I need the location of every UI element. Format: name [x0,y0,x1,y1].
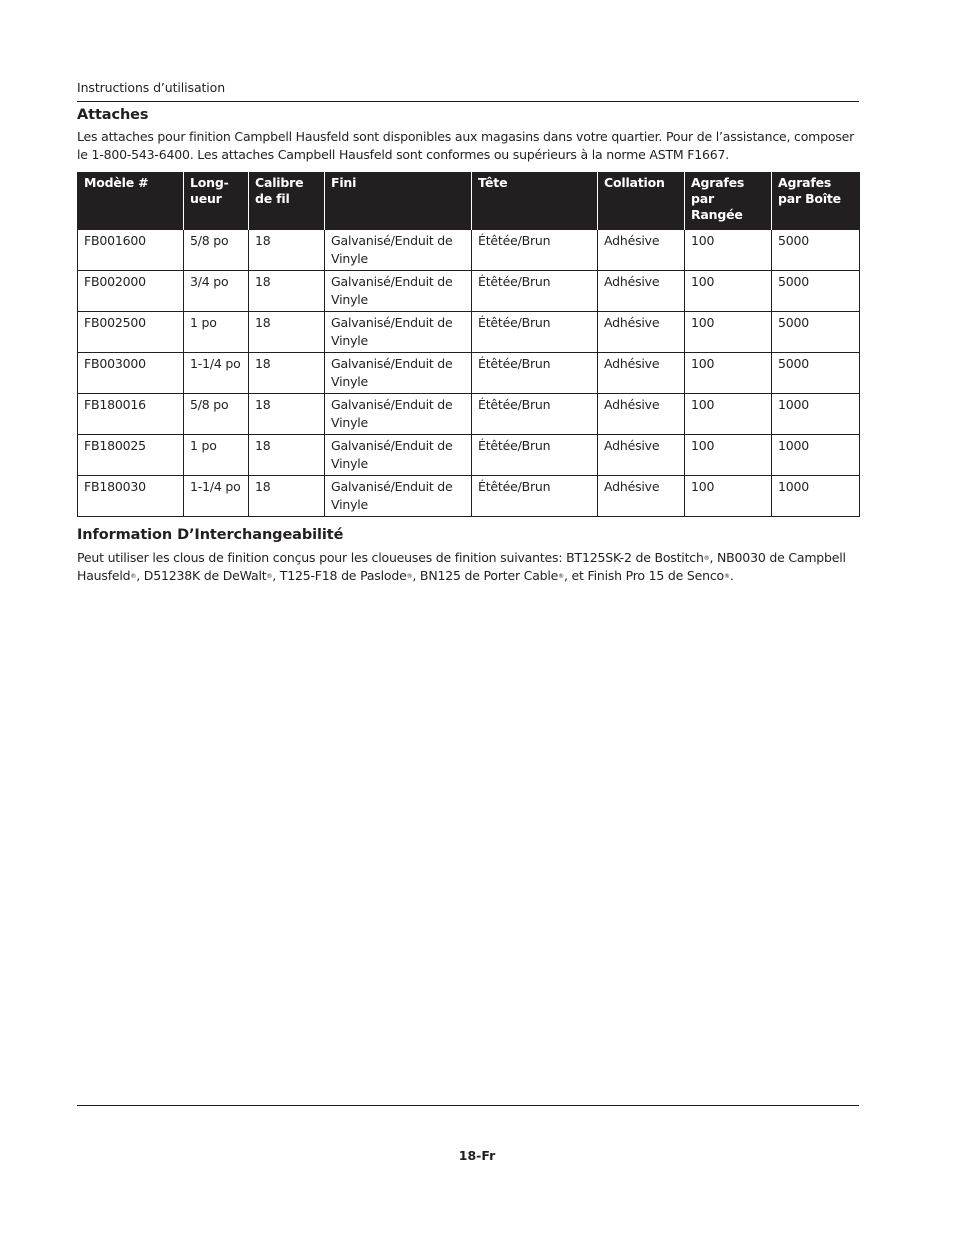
table-cell: 1 po [184,435,249,476]
col-header-gauge: Calibre de fil [249,172,325,230]
table-cell: Étêtée/Brun [472,271,598,312]
table-cell: 100 [685,476,772,517]
interchange-text: , BN125 de Porter Cable [412,568,559,583]
col-header-length: Long- ueur [184,172,249,230]
footer-rule [77,1105,859,1106]
attaches-title: Attaches [77,107,149,123]
interchange-title: Information D’Interchangeabilité [77,527,344,543]
table-cell: Étêtée/Brun [472,312,598,353]
table-row [78,394,860,435]
interchange-text: , T125-F18 de Paslode [272,568,407,583]
table-cell: 100 [685,312,772,353]
table-cell: 5/8 po [184,394,249,435]
table-row [78,230,860,271]
col-header-per-strip: Agrafes par Rangée [685,172,772,230]
table-cell: Adhésive [598,271,685,312]
table-cell: 18 [249,230,325,271]
table-cell: Adhésive [598,476,685,517]
col-header-model: Modèle # [78,172,184,230]
attaches-paragraph: Les attaches pour finition Campbell Hausfeld sont disponibles aux magasins dans votre quartier. Pour de l’assistance, composer le 1-800-543-6400. Les attaches Campbell Hausfeld sont conformes ou supérieurs à la norme ASTM F1667. [77,129,855,162]
header-rule [77,101,859,102]
interchange-paragraph [77,549,867,585]
interchange-text: . [729,568,734,583]
table-cell: Galvanisé/Enduit de Vinyle [325,312,472,353]
table-cell: 5000 [772,271,860,312]
table-cell: Galvanisé/Enduit de Vinyle [325,476,472,517]
table-cell: 100 [685,435,772,476]
table-cell: Étêtée/Brun [472,476,598,517]
table-cell: 1000 [772,435,860,476]
table-cell: Galvanisé/Enduit de Vinyle [325,435,472,476]
table-cell: 100 [685,230,772,271]
table-cell: 5000 [772,353,860,394]
table-cell: FB002500 [78,312,184,353]
table-cell: 1000 [772,476,860,517]
running-header: Instructions d’utilisation [77,80,226,95]
table-cell: 18 [249,435,325,476]
table-cell: FB180025 [78,435,184,476]
col-header-collation: Collation [598,172,685,230]
table-cell: 1000 [772,394,860,435]
table-header-row [78,172,860,230]
registered-mark: ® [406,573,413,580]
page-number: 18-Fr [458,1148,496,1163]
table-cell: Étêtée/Brun [472,353,598,394]
interchange-text: Peut utiliser les clous de finition conçus pour les cloueuses de finition suivantes: BT125SK-2 de Bostitch [77,550,704,565]
registered-mark: ® [266,573,273,580]
table-cell: 18 [249,312,325,353]
col-header-head: Tête [472,172,598,230]
table-cell: 18 [249,271,325,312]
table-cell: FB001600 [78,230,184,271]
table-row [78,353,860,394]
table-cell: Galvanisé/Enduit de Vinyle [325,230,472,271]
registered-mark: ® [703,555,710,562]
table-cell: Galvanisé/Enduit de Vinyle [325,271,472,312]
registered-mark: ® [724,573,730,580]
col-header-per-box: Agrafes par Boîte [772,172,860,230]
table-cell: 100 [685,394,772,435]
table-row [78,476,860,517]
fasteners-table [77,172,860,517]
table-cell: Étêtée/Brun [472,230,598,271]
table-cell: 1-1/4 po [184,476,249,517]
table-cell: 18 [249,353,325,394]
interchange-text: , et Finish Pro 15 de Senco [563,568,725,583]
table-cell: Adhésive [598,312,685,353]
table-cell: Étêtée/Brun [472,435,598,476]
table-cell: Adhésive [598,353,685,394]
interchange-text: , NB0030 de Campbell Hausfeld [77,550,846,583]
table-cell: 1 po [184,312,249,353]
table-cell: Galvanisé/Enduit de Vinyle [325,353,472,394]
interchange-text: , D51238K de DeWalt [136,568,267,583]
table-row [78,435,860,476]
table-cell: 18 [249,476,325,517]
registered-mark: ® [130,573,137,580]
table-row [78,271,860,312]
table-cell: 1-1/4 po [184,353,249,394]
table-cell: 5000 [772,312,860,353]
table-cell: Étêtée/Brun [472,394,598,435]
col-header-finish: Fini [325,172,472,230]
table-cell: 5000 [772,230,860,271]
table-cell: FB002000 [78,271,184,312]
registered-mark: ® [558,573,564,580]
table-cell: Adhésive [598,394,685,435]
table-cell: FB180016 [78,394,184,435]
table-cell: FB180030 [78,476,184,517]
table-cell: 18 [249,394,325,435]
table-cell: 3/4 po [184,271,249,312]
table-cell: 100 [685,271,772,312]
table-cell: Adhésive [598,435,685,476]
table-cell: Galvanisé/Enduit de Vinyle [325,394,472,435]
table-cell: FB003000 [78,353,184,394]
table-cell: Adhésive [598,230,685,271]
table-cell: 5/8 po [184,230,249,271]
table-cell: 100 [685,353,772,394]
table-row [78,312,860,353]
